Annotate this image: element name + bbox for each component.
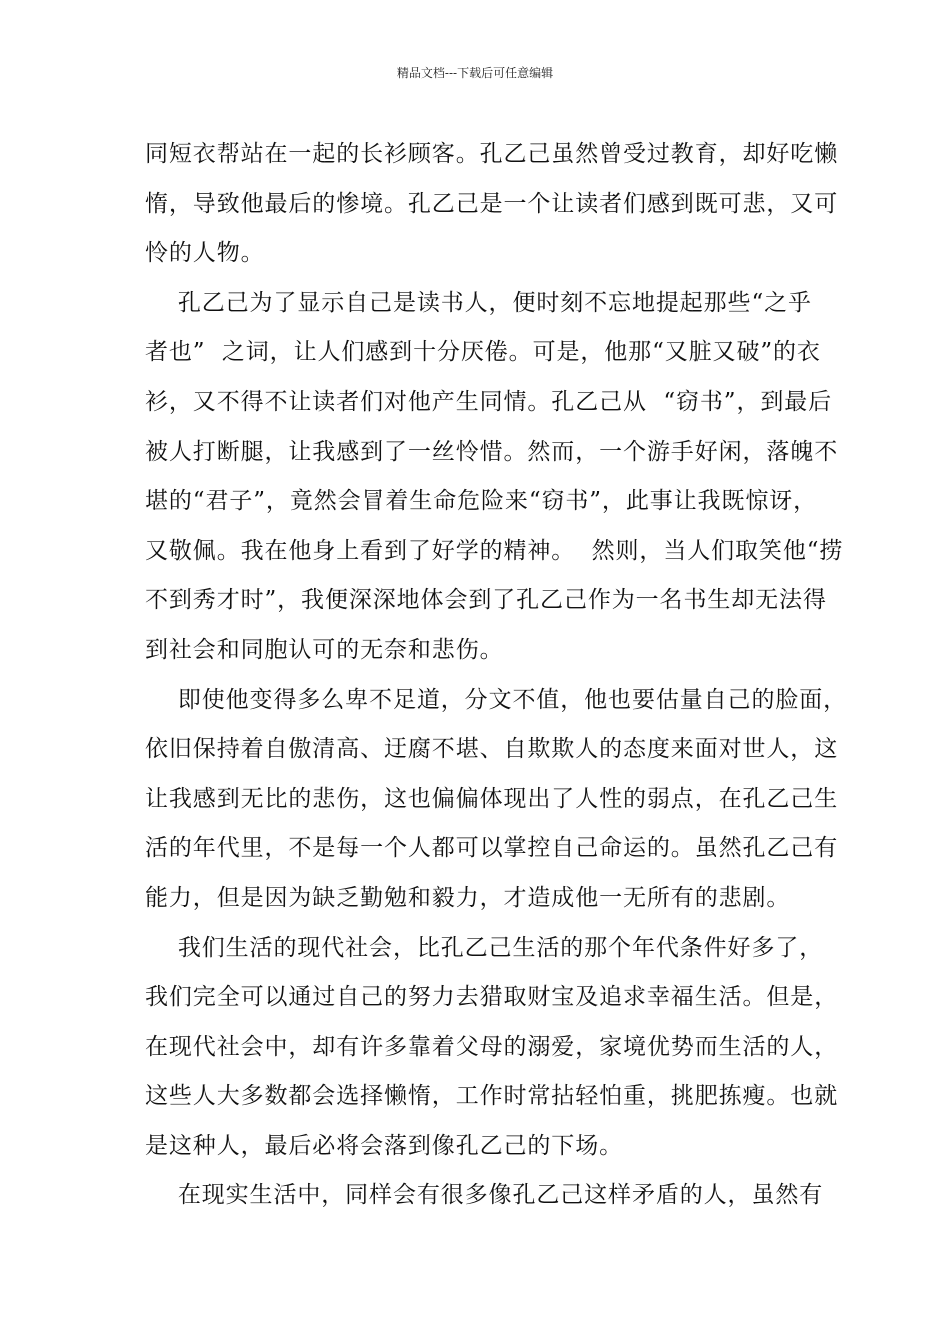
text-line: 惰，导致他最后的惨境。孔乙己是一个让读者们感到既可悲，又可 xyxy=(145,190,839,217)
text-line: 让我感到无比的悲伤，这也偏偏体现出了人性的弱点，在孔乙己生 xyxy=(145,785,839,812)
text-line: 者也” 之词，让人们感到十分厌倦。可是，他那“又脏又破”的衣 xyxy=(145,339,821,366)
page-header: 精品文档---下载后可任意编辑 xyxy=(396,66,554,80)
text-line: 这些人大多数都会选择懒惰，工作时常拈轻怕重，挑肥拣瘦。也就 xyxy=(145,1083,839,1110)
text-line: 不到秀才时”，我便深深地体会到了孔乙己作为一名书生却无法得 xyxy=(145,587,827,614)
text-line: 同短衣帮站在一起的长衫顾客。孔乙己虽然曾受过教育，却好吃懒 xyxy=(145,141,839,167)
text-line: 被人打断腿，让我感到了一丝怜惜。然而，一个游手好闲，落魄不 xyxy=(145,438,839,465)
text-line: 怜的人物。 xyxy=(145,240,265,267)
text-line: 即使他变得多么卑不足道，分文不值，他也要估量自己的脸面， xyxy=(145,686,848,713)
text-line: 能力，但是因为缺乏勤勉和毅力，才造成他一无所有的悲剧。 xyxy=(145,884,791,911)
text-line: 孔乙己为了显示自己是读书人，便时刻不忘地提起那些“之乎 xyxy=(145,289,812,316)
text-line: 我们完全可以通过自己的努力去猎取财宝及追求幸福生活。但是， xyxy=(145,984,839,1011)
text-line: 在现实生活中，同样会有很多像孔乙己这样矛盾的人，虽然有 xyxy=(145,1182,824,1209)
text-line: 活的年代里，不是每一个人都可以掌控自己命运的。虽然孔乙己有 xyxy=(145,835,839,862)
text-line: 堪的“君子”，竟然会冒着生命危险来“窃书”，此事让我既惊讶， xyxy=(145,488,818,515)
document-body xyxy=(145,130,848,1221)
text-line: 依旧保持着自傲清高、迂腐不堪、自欺欺人的态度来面对世人，这 xyxy=(145,736,839,763)
text-line: 又敬佩。我在他身上看到了好学的精神。 然则，当人们取笑他“捞 xyxy=(145,537,844,564)
text-line: 我们生活的现代社会，比孔乙己生活的那个年代条件好多了， xyxy=(145,934,824,961)
text-line: 到社会和同胞认可的无奈和悲伤。 xyxy=(145,636,504,663)
text-line: 在现代社会中，却有许多靠着父母的溺爱，家境优势而生活的人， xyxy=(145,1033,839,1060)
text-line: 是这种人，最后必将会落到像孔乙己的下场。 xyxy=(145,1132,623,1159)
text-line: 衫，又不得不让读者们对他产生同情。孔乙己从 “窃书”，到最后 xyxy=(145,388,833,415)
